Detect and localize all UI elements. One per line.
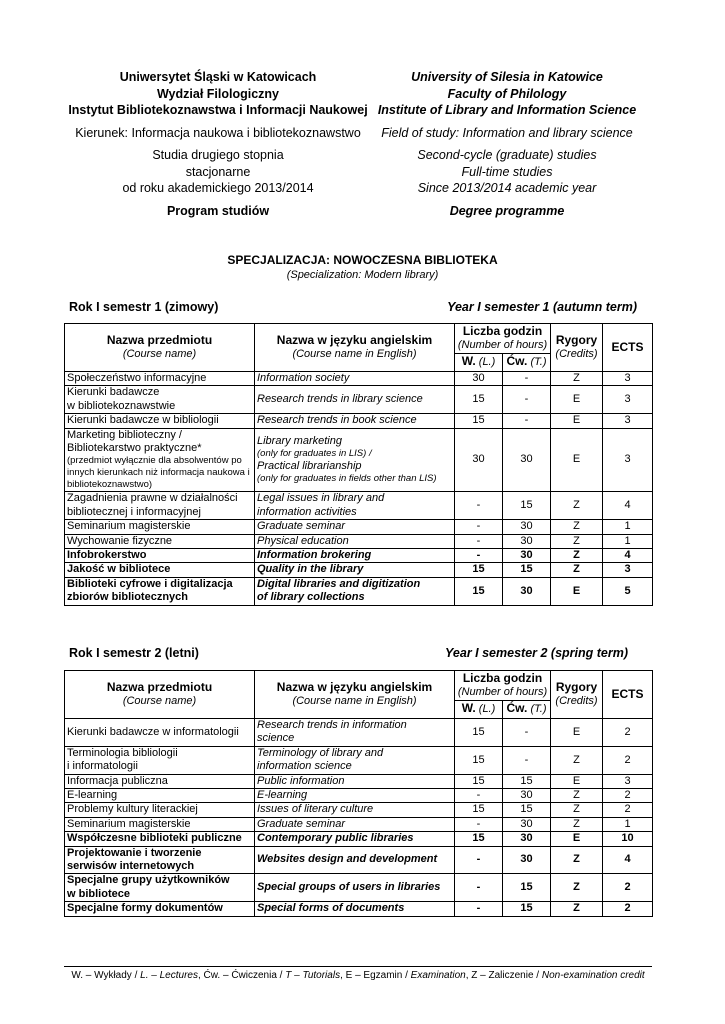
cell-credits: Z <box>551 746 603 774</box>
course-name-en: Research trends in book science <box>257 414 417 427</box>
course-note-en: (only for graduates in LIS) / <box>257 448 372 460</box>
cell-course-name-en <box>255 534 455 548</box>
course-name-en: Public information <box>257 774 345 787</box>
mode-pl: stacjonarne <box>185 164 251 179</box>
course-name-en: Library marketing <box>257 434 342 447</box>
course-name-en: Physical education <box>257 534 349 547</box>
col-header-label: Nazwa w języku angielskim <box>276 333 433 348</box>
cell-course-name-en <box>255 832 455 846</box>
col-header-ects <box>603 324 653 372</box>
table-row <box>65 577 653 605</box>
semester-2-table <box>64 670 653 917</box>
col-header-label: W. <box>461 354 476 369</box>
course-name-en: Special groups of users in libraries <box>257 881 441 894</box>
cell-lectures: - <box>455 789 503 803</box>
level-pl: Studia drugiego stopnia <box>152 148 284 162</box>
cell-credits: Z <box>551 902 603 916</box>
cell-tutorials: 30 <box>503 428 551 492</box>
course-name-en: Information brokering <box>257 549 372 562</box>
cell-tutorials: - <box>503 372 551 386</box>
cell-course-name-en <box>255 774 455 788</box>
col-header-sublabel: (Number of hours) <box>457 685 548 698</box>
cell-lectures: - <box>455 874 503 902</box>
cell-course-name-en <box>255 563 455 577</box>
cell-credits: Z <box>551 534 603 548</box>
col-header-label: Liczba godzin <box>462 324 543 339</box>
cell-lectures: 15 <box>455 774 503 788</box>
table-row <box>65 386 653 414</box>
cell-course-name <box>65 549 255 563</box>
cell-course-name <box>65 492 255 520</box>
semester-2-heading <box>0 646 725 664</box>
field-en: Field of study: Information and library science <box>381 125 633 140</box>
cell-course-name-en <box>255 549 455 563</box>
cell-credits: Z <box>551 803 603 817</box>
col-header-label: Nazwa w języku angielskim <box>276 680 433 695</box>
cell-course-name-en <box>255 492 455 520</box>
table-row <box>65 874 653 902</box>
cell-course-name <box>65 414 255 428</box>
cell-course-name-en <box>255 789 455 803</box>
col-header-name-en <box>255 324 455 372</box>
specialization-subtitle: (Specialization: Modern library) <box>286 269 439 281</box>
cell-credits: E <box>551 428 603 492</box>
cell-tutorials: - <box>503 414 551 428</box>
table-row <box>65 414 653 428</box>
cell-course-name-en <box>255 577 455 605</box>
table-row <box>65 534 653 548</box>
cell-ects: 3 <box>603 428 653 492</box>
legend-cw: , Ćw. – Ćwiczenia / <box>197 970 286 981</box>
table-row <box>65 774 653 788</box>
cell-course-name <box>65 817 255 831</box>
course-name-pl: Biblioteki cyfrowe i digitalizacja zbiorów bibliotecznych <box>67 577 233 604</box>
semester-1-table <box>64 323 653 606</box>
table-header-row <box>65 324 653 354</box>
course-name-en: Special forms of documents <box>257 902 405 915</box>
mode-en: Full-time studies <box>461 164 553 179</box>
course-name-pl: Terminologia bibliologii i informatologii <box>67 746 178 773</box>
course-name-en: Issues of literary culture <box>257 803 374 816</box>
course-name-en: Research trends in information science <box>257 719 407 745</box>
cell-course-name <box>65 386 255 414</box>
cell-course-name-en <box>255 428 455 492</box>
col-header-tutorials <box>503 354 551 372</box>
course-name-en-alt: Practical librarianship <box>257 460 362 473</box>
course-name-en: Websites design and development <box>257 853 438 866</box>
cell-tutorials: 30 <box>503 549 551 563</box>
cell-lectures: - <box>455 492 503 520</box>
cell-tutorials: 30 <box>503 846 551 874</box>
cell-lectures: 30 <box>455 428 503 492</box>
university-pl: Uniwersytet Śląski w Katowicach <box>119 70 317 84</box>
col-header-sublabel: (Course name in English) <box>292 347 417 360</box>
table-row <box>65 902 653 916</box>
cell-course-name <box>65 803 255 817</box>
cell-tutorials: 30 <box>503 789 551 803</box>
cell-lectures: 15 <box>455 386 503 414</box>
cell-ects: 1 <box>603 817 653 831</box>
cell-credits: Z <box>551 874 603 902</box>
faculty-pl: Wydział Filologiczny <box>156 86 279 101</box>
course-name-pl: Zagadnienia prawne w działalności bibliotecznej i informacyjnej <box>67 492 238 518</box>
cell-course-name-en <box>255 746 455 774</box>
cell-ects: 3 <box>603 774 653 788</box>
course-name-en: Graduate seminar <box>257 520 346 533</box>
cell-course-name-en <box>255 803 455 817</box>
course-note-pl: (przedmiot wyłącznie dla absolwentów po innych kierunkach niż informacja naukowa i bibliotekoznawstwo) <box>67 455 250 491</box>
cell-course-name <box>65 774 255 788</box>
cell-lectures: 15 <box>455 719 503 747</box>
col-header-name-pl <box>65 324 255 372</box>
cell-tutorials: 15 <box>503 803 551 817</box>
cell-tutorials: - <box>503 719 551 747</box>
table-row <box>65 372 653 386</box>
cell-course-name <box>65 832 255 846</box>
cell-course-name <box>65 874 255 902</box>
specialization-title: SPECJALIZACJA: NOWOCZESNA BIBLIOTEKA <box>227 253 498 267</box>
cell-course-name-en <box>255 817 455 831</box>
col-header-sublabel: (L.) <box>478 356 496 369</box>
course-name-pl: Kierunki badawcze w bibliologii <box>67 414 219 427</box>
faculty-en: Faculty of Philology <box>447 86 567 101</box>
table-row <box>65 832 653 846</box>
col-header-ects <box>603 671 653 719</box>
col-header-sublabel: (Number of hours) <box>457 338 548 351</box>
cell-ects: 2 <box>603 719 653 747</box>
col-header-label: ECTS <box>611 339 644 354</box>
table-row <box>65 549 653 563</box>
cell-tutorials: 30 <box>503 520 551 534</box>
cell-credits: Z <box>551 846 603 874</box>
cell-credits: E <box>551 577 603 605</box>
cell-credits: E <box>551 719 603 747</box>
table-row <box>65 520 653 534</box>
legend-t: T – Tutorials <box>285 970 341 981</box>
cell-credits: Z <box>551 789 603 803</box>
legend-w: W. – Wykłady / <box>71 970 141 981</box>
cell-ects: 5 <box>603 577 653 605</box>
cell-lectures: 15 <box>455 746 503 774</box>
since-en: Since 2013/2014 academic year <box>417 181 597 195</box>
semester-2-title-pl: Rok I semestr 2 (letni) <box>69 646 199 660</box>
table-row <box>65 563 653 577</box>
col-header-label: Liczba godzin <box>462 671 543 686</box>
cell-credits: E <box>551 774 603 788</box>
course-name-en: Legal issues in library and information activities <box>257 492 385 518</box>
col-header-label: Ćw. <box>506 354 528 369</box>
course-name-en: Contemporary public libraries <box>257 832 414 845</box>
cell-credits: Z <box>551 520 603 534</box>
col-header-label: Nazwa przedmiotu <box>106 680 213 695</box>
cell-ects: 2 <box>603 746 653 774</box>
table-row <box>65 719 653 747</box>
cell-ects: 2 <box>603 789 653 803</box>
col-header-hours <box>455 324 551 354</box>
header-pl <box>53 69 383 219</box>
course-name-en: Information society <box>257 372 350 384</box>
course-name-pl: Problemy kultury literackiej <box>67 803 198 816</box>
institute-pl: Instytut Bibliotekoznawstwa i Informacji Naukowej <box>68 103 368 117</box>
cell-tutorials: 15 <box>503 902 551 916</box>
course-name-pl: Informacja publiczna <box>67 774 168 787</box>
table-row <box>65 846 653 874</box>
cell-course-name-en <box>255 386 455 414</box>
course-name-pl: Specjalne formy dokumentów <box>67 902 223 915</box>
legend-z: , Z – Zaliczenie / <box>465 970 542 981</box>
cell-ects: 1 <box>603 520 653 534</box>
since-pl: od roku akademickiego 2013/2014 <box>122 181 314 195</box>
cell-lectures: 15 <box>455 414 503 428</box>
cell-ects: 10 <box>603 832 653 846</box>
table-row <box>65 817 653 831</box>
col-header-name-pl <box>65 671 255 719</box>
cell-ects: 2 <box>603 874 653 902</box>
header-en <box>342 69 672 219</box>
course-name-en: Research trends in library science <box>257 393 423 406</box>
col-header-label: Nazwa przedmiotu <box>106 333 213 348</box>
course-name-pl: E-learning <box>67 789 118 802</box>
col-header-sublabel: (Course name) <box>122 694 197 707</box>
cell-credits: E <box>551 832 603 846</box>
cell-course-name-en <box>255 414 455 428</box>
cell-lectures: - <box>455 846 503 874</box>
cell-course-name <box>65 372 255 386</box>
cell-credits: E <box>551 414 603 428</box>
level-en: Second-cycle (graduate) studies <box>417 148 597 162</box>
cell-credits: Z <box>551 549 603 563</box>
programme-en: Degree programme <box>449 203 565 218</box>
cell-lectures: - <box>455 520 503 534</box>
col-header-sublabel: (Course name) <box>122 347 197 360</box>
course-name-pl: Seminarium magisterskie <box>67 817 191 830</box>
cell-ects: 1 <box>603 534 653 548</box>
course-name-en: Digital libraries and digitization of library collections <box>257 577 421 604</box>
cell-course-name-en <box>255 874 455 902</box>
field-pl: Kierunek: Informacja naukowa i bibliotekoznawstwo <box>75 125 361 140</box>
cell-ects: 4 <box>603 549 653 563</box>
col-header-name-en <box>255 671 455 719</box>
course-name-en: Terminology of library and information science <box>257 746 384 773</box>
cell-ects: 4 <box>603 492 653 520</box>
cell-tutorials: - <box>503 386 551 414</box>
col-header-sublabel: (L.) <box>478 703 496 716</box>
semester-2-title-en: Year I semester 2 (spring term) <box>445 646 628 660</box>
course-name-pl: Projektowanie i tworzenie serwisów internetowych <box>67 846 202 873</box>
cell-lectures: 15 <box>455 803 503 817</box>
table-row <box>65 746 653 774</box>
cell-ects: 2 <box>603 902 653 916</box>
course-name-pl: Wychowanie fizyczne <box>67 534 173 547</box>
cell-ects: 3 <box>603 414 653 428</box>
col-header-label: Ćw. <box>506 701 528 716</box>
course-name-pl: Społeczeństwo informacyjne <box>67 372 207 384</box>
table-row <box>65 428 653 492</box>
legend-l: L. – Lectures <box>140 970 198 981</box>
col-header-label: W. <box>461 701 476 716</box>
course-name-en: Graduate seminar <box>257 817 346 830</box>
legend-exam: Examination <box>410 970 466 981</box>
cell-ects: 3 <box>603 563 653 577</box>
cell-ects: 3 <box>603 386 653 414</box>
col-header-sublabel: (Credits) <box>555 694 598 707</box>
col-header-sublabel: (Credits) <box>555 347 598 360</box>
cell-course-name <box>65 520 255 534</box>
cell-ects: 2 <box>603 803 653 817</box>
cell-tutorials: 30 <box>503 534 551 548</box>
cell-tutorials: 30 <box>503 832 551 846</box>
cell-course-name-en <box>255 372 455 386</box>
col-header-tutorials <box>503 701 551 719</box>
semester-1-title-pl: Rok I semestr 1 (zimowy) <box>69 300 219 314</box>
footer-legend <box>64 966 652 981</box>
legend-e: , E – Egzamin / <box>340 970 411 981</box>
cell-lectures: 15 <box>455 832 503 846</box>
cell-course-name-en <box>255 902 455 916</box>
course-name-en: Quality in the library <box>257 563 364 576</box>
col-header-credits <box>551 671 603 719</box>
cell-course-name <box>65 746 255 774</box>
cell-course-name <box>65 789 255 803</box>
semester-1-title-en: Year I semester 1 (autumn term) <box>447 300 637 314</box>
cell-tutorials: 30 <box>503 577 551 605</box>
cell-course-name <box>65 534 255 548</box>
col-header-credits <box>551 324 603 372</box>
cell-lectures: 15 <box>455 577 503 605</box>
cell-course-name-en <box>255 520 455 534</box>
cell-tutorials: 15 <box>503 774 551 788</box>
legend-nonexam: Non-examination credit <box>541 970 645 981</box>
cell-ects: 3 <box>603 372 653 386</box>
col-header-label: ECTS <box>611 686 644 701</box>
table-row <box>65 789 653 803</box>
col-header-label: Rygory <box>555 333 598 348</box>
cell-course-name <box>65 563 255 577</box>
cell-lectures: - <box>455 902 503 916</box>
cell-lectures: - <box>455 817 503 831</box>
course-name-pl: Współczesne biblioteki publiczne <box>67 832 242 845</box>
semester-1-heading <box>0 300 725 318</box>
table-row <box>65 492 653 520</box>
course-name-pl: Jakość w bibliotece <box>67 563 171 576</box>
course-name-pl: Kierunki badawcze w bibliotekoznawstwie <box>67 386 176 412</box>
col-header-sublabel: (T.) <box>530 703 547 716</box>
cell-tutorials: - <box>503 746 551 774</box>
table-row <box>65 803 653 817</box>
course-name-pl: Marketing biblioteczny / Bibliotekarstwo praktyczne* <box>67 428 202 455</box>
col-header-sublabel: (T.) <box>530 356 547 369</box>
cell-lectures: 30 <box>455 372 503 386</box>
cell-tutorials: 15 <box>503 492 551 520</box>
institute-en: Institute of Library and Information Science <box>377 103 637 117</box>
course-name-pl: Specjalne grupy użytkowników w bibliotece <box>67 874 230 900</box>
col-header-lectures <box>455 701 503 719</box>
cell-lectures: 15 <box>455 563 503 577</box>
cell-course-name <box>65 719 255 747</box>
cell-credits: Z <box>551 492 603 520</box>
cell-credits: E <box>551 386 603 414</box>
cell-course-name <box>65 846 255 874</box>
cell-credits: Z <box>551 817 603 831</box>
cell-credits: Z <box>551 563 603 577</box>
cell-course-name-en <box>255 846 455 874</box>
cell-lectures: - <box>455 549 503 563</box>
course-name-pl: Kierunki badawcze w informatologii <box>67 725 239 738</box>
col-header-lectures <box>455 354 503 372</box>
course-note-en: (only for graduates in fields other than LIS) <box>257 473 437 485</box>
cell-tutorials: 15 <box>503 874 551 902</box>
course-name-pl: Seminarium magisterskie <box>67 520 191 533</box>
course-name-pl: Infobrokerstwo <box>67 549 147 562</box>
cell-ects: 4 <box>603 846 653 874</box>
university-en: University of Silesia in Katowice <box>411 70 603 84</box>
cell-course-name <box>65 428 255 492</box>
col-header-hours <box>455 671 551 701</box>
col-header-sublabel: (Course name in English) <box>292 694 417 707</box>
cell-course-name-en <box>255 719 455 747</box>
programme-pl: Program studiów <box>166 203 270 218</box>
cell-credits: Z <box>551 372 603 386</box>
cell-tutorials: 30 <box>503 817 551 831</box>
course-name-en: E-learning <box>257 789 308 802</box>
cell-course-name <box>65 902 255 916</box>
cell-lectures: - <box>455 534 503 548</box>
table-header-row <box>65 671 653 701</box>
cell-course-name <box>65 577 255 605</box>
col-header-label: Rygory <box>555 680 598 695</box>
cell-tutorials: 15 <box>503 563 551 577</box>
